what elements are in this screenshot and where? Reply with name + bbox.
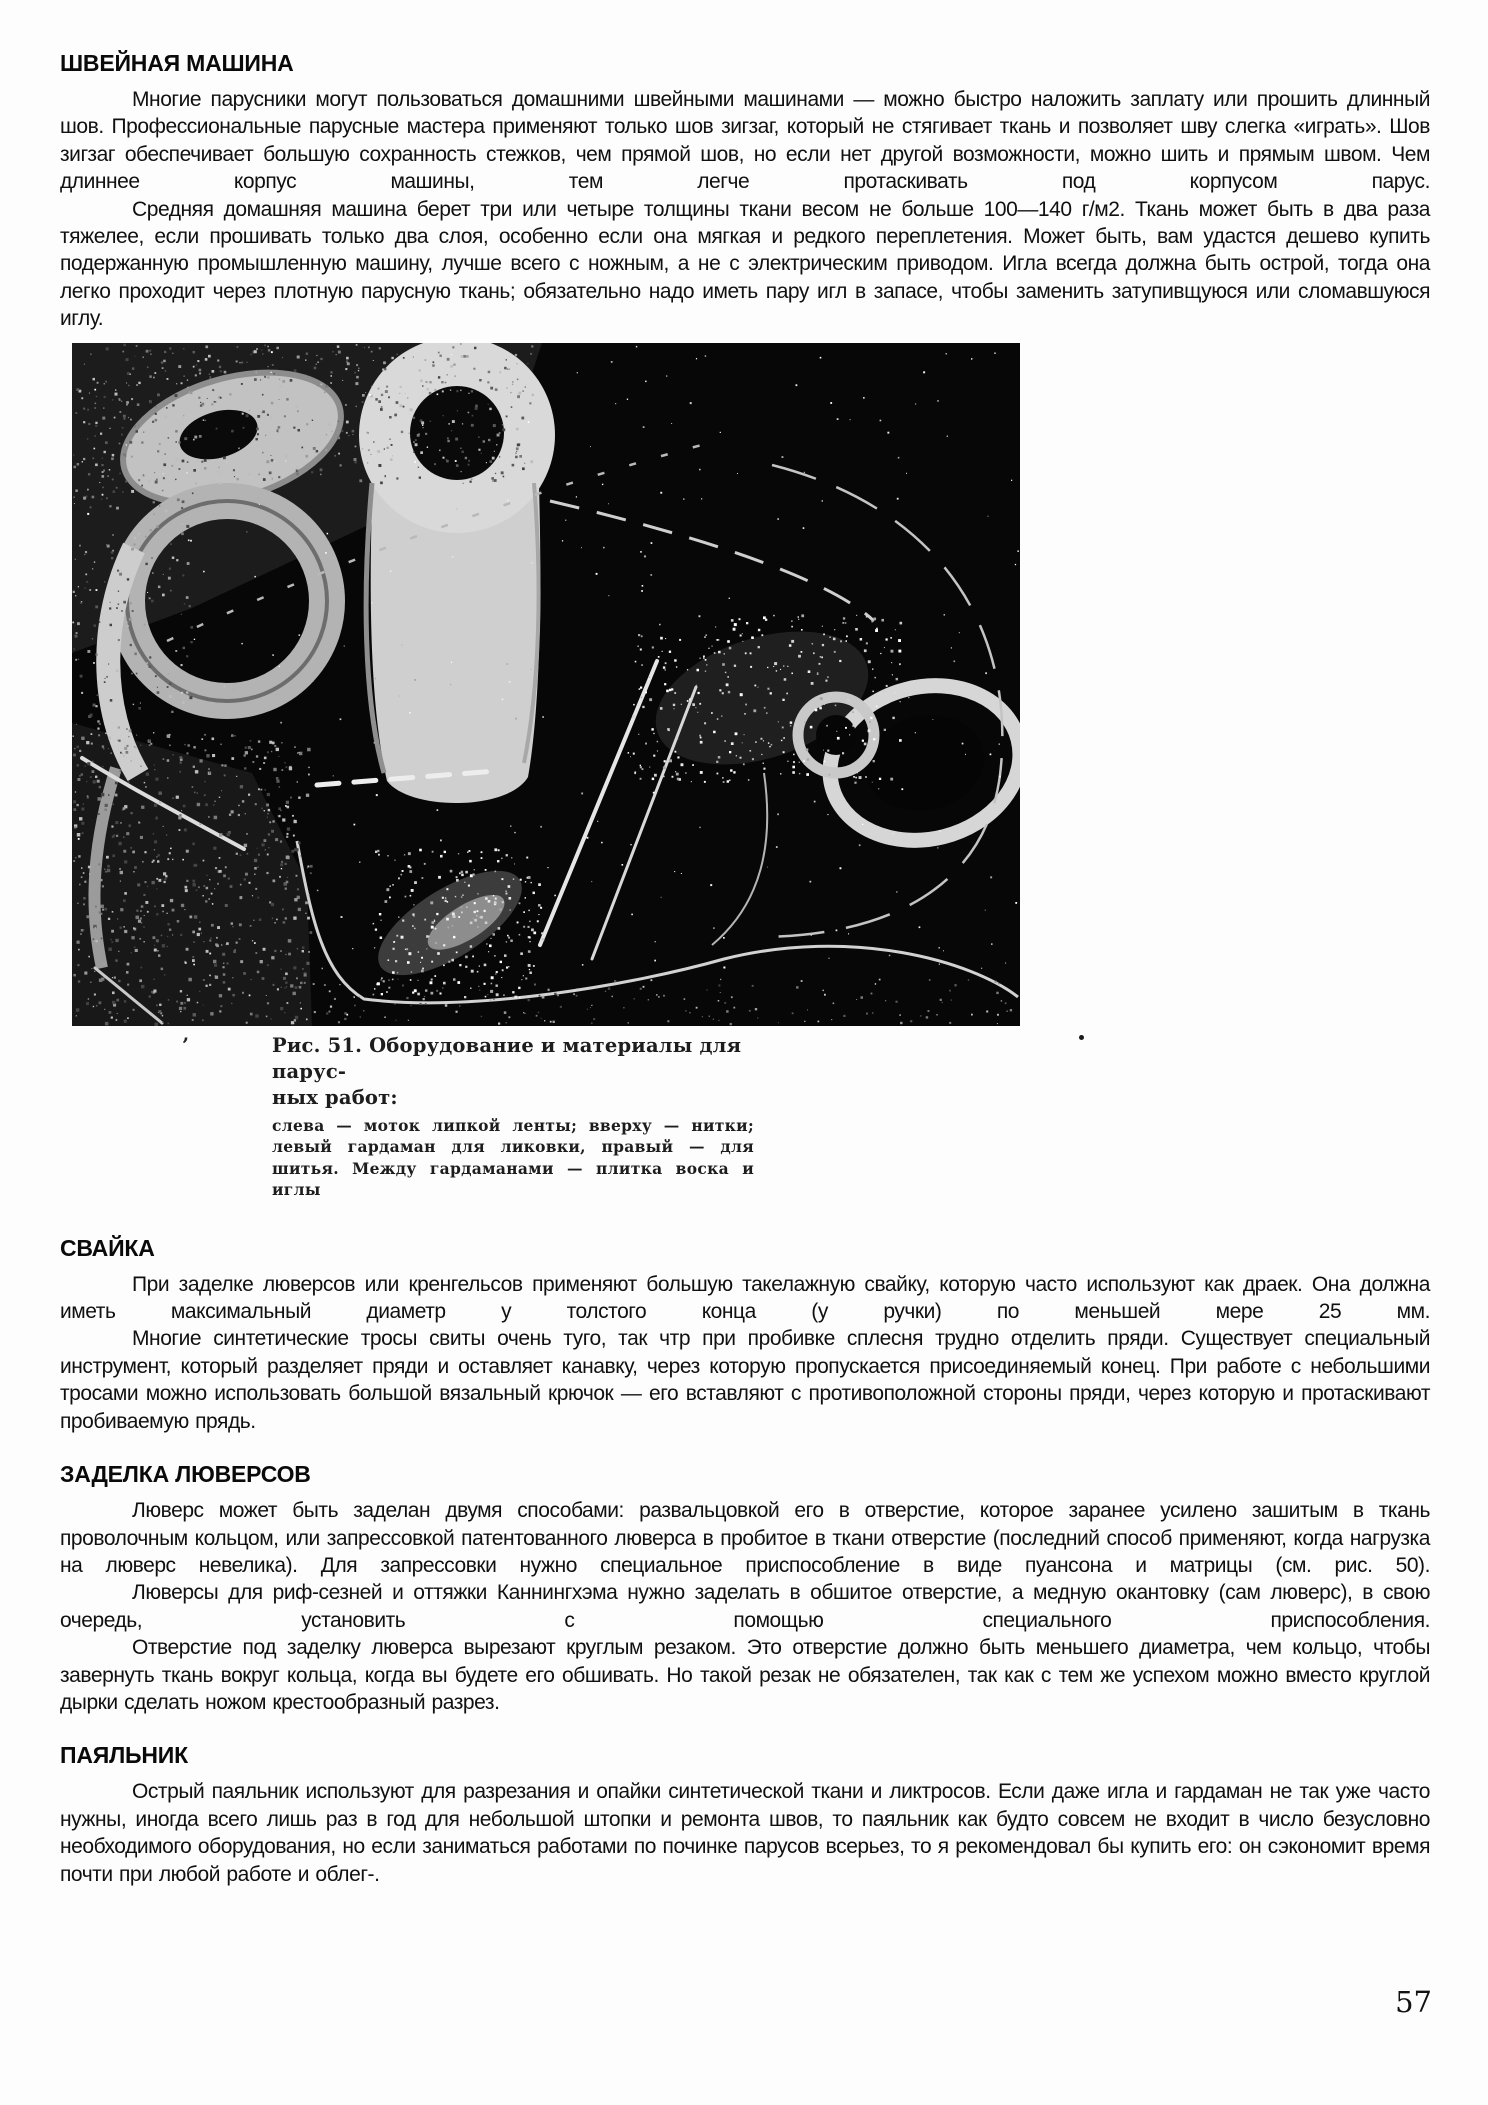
spacer — [60, 1201, 1430, 1235]
paragraph: Многие парусники могут пользоваться домашними швейными машинами — можно быстро наложить заплату или прошить длинный шов. Профессиональные парусные мастера применяют только шов зигзаг, который не стягивает ткань и позволяет шву слегка «играть». Шов зигзаг обеспечивает большую сохранность стежков, чем прямой шов, но если нет другой возможности, можно шить и прямым швом. Чем длиннее корпус машины, тем легче протаскивать под корпусом парус. — [60, 88, 1430, 194]
figure-51 — [60, 343, 1430, 1201]
page-content — [60, 50, 1430, 1888]
spool-of-thread — [359, 343, 555, 803]
spacer — [60, 1435, 1430, 1461]
section-heading-soldering-iron: ПАЯЛЬНИК — [60, 1742, 188, 1769]
paragraph: При заделке люверсов или кренгельсов применяют большую такелажную свайку, которую часто используют как драек. Она должна иметь максимальный диаметр у толстого конца (у ручки) по меньшей мере 25 мм. — [60, 1272, 1430, 1324]
figure-caption-detail: слева — моток липкой ленты; вверху — нитки; левый гардаман для ликовки, правый — для шитья. Между гардаманами — плитка воска и иглы — [272, 1115, 754, 1200]
figure-photo — [72, 343, 1020, 1026]
paragraph: Средняя домашняя машина берет три или четыре толщины ткани весом не больше 100—140 г/м2. Ткань может быть в два раза тяжелее, если прошивать только два слоя, особенно если она мягкая и редкого переплетения. Может быть, вам удастся дешево купить подержанную промышленную машину, лучше всего с ножным, а не с электрическим приводом. Игла всегда должна быть острой, тогда она легко проходит через плотную парусную ткань; обязательно надо иметь пару игл в запасе, чтобы заменить затупивщуюся или сломавшуюся иглу. — [60, 197, 1430, 331]
section-heading-grommets: ЗАДЕЛКА ЛЮВЕРСОВ — [60, 1461, 311, 1488]
stray-mark: ’ — [182, 1032, 189, 1057]
page-number: 57 — [1395, 1985, 1432, 2019]
figure-caption — [182, 1032, 754, 1201]
paragraph: Многие синтетические тросы свиты очень туго, так чтр при пробивке сплесня трудно отделить пряди. Существует специальный инструмент, который разделяет пряди и оставляет канавку, через которую пропускается присоединяемый конец. При работе с небольшими тросами можно использовать большой вязальный крючок — его вставляют с противоположной стороны пряди, через которую и протаскивают пробиваемую прядь. — [60, 1327, 1430, 1433]
figure-caption-title — [272, 1033, 754, 1111]
figure-caption-line2: ных работ: — [272, 1085, 398, 1109]
sailmaking-tools-photo — [72, 343, 1020, 1026]
section-heading-spike: СВАЙКА — [60, 1234, 155, 1261]
section-heading-sewing-machine: ШВЕЙНАЯ МАШИНА — [60, 50, 294, 76]
stray-mark — [1079, 1035, 1084, 1040]
paragraph: Отверстие под заделку люверса вырезают круглым резаком. Это отверстие должно быть меньшего диаметра, чем кольцо, чтобы завернуть ткань вокруг кольца, когда вы будете его обшивать. Но такой резак не обязателен, так как с тем же успехом можно вместо круглой дырки сделать ножом крестообразный разрез. — [60, 1636, 1430, 1714]
paragraph: Острый паяльник используют для разрезания и опайки синтетической ткани и ликтросов. Если даже игла и гардаман не так уже часто нужны, иногда всего лишь раз в год для небольшой штопки и ремонта швов, то паяльник как будто совсем не входит в число безусловно необходимого оборудования, но если заниматься работами по починке парусов всерьез, то я рекомендовал бы купить его: он сэкономит время почти при любой работе и облег-. — [60, 1780, 1430, 1886]
spacer — [60, 1716, 1430, 1742]
paragraph: Люверсы для риф-сезней и оттяжки Каннингхэма нужно заделать в обшитое отверстие, а медную окантовку (сам люверс), в свою очередь, установить с помощью специального приспособления. — [60, 1581, 1430, 1632]
paragraph: Люверс может быть заделан двумя способами: развальцовкой его в отверстие, которое заранее усилено зашитым в ткань проволочным кольцом, или запрессовкой патентованного люверса в пробитое в ткани отверстие (последний способ применяют, когда нагрузка на люверс невелика). Для запрессовки нужно специальное приспособление в виде пуансона и матрицы (см. рис. 50). — [60, 1499, 1430, 1577]
figure-caption-line1: Рис. 51. Оборудование и материалы для парус- — [272, 1033, 742, 1083]
